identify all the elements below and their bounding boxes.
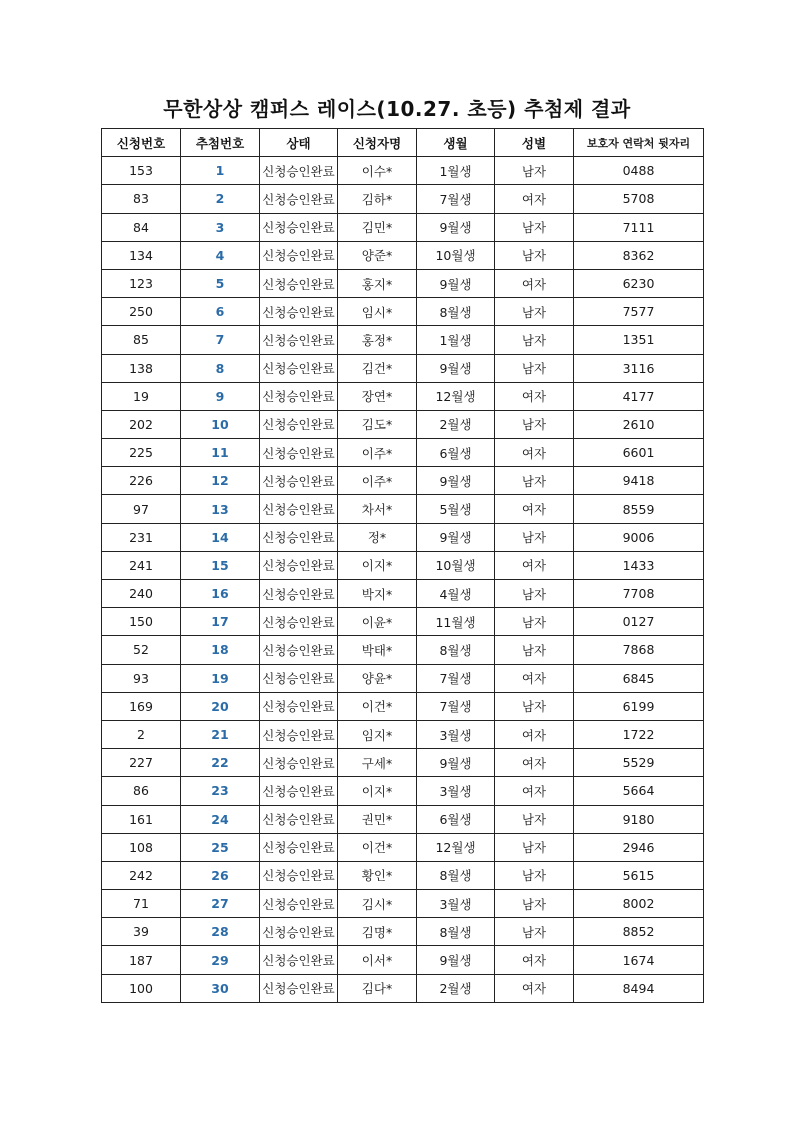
table-row (102, 298, 704, 326)
applicant-name-cell: 이건* (338, 692, 417, 720)
guardian-phone-cell: 6199 (574, 692, 704, 720)
application-number-cell: 169 (102, 692, 181, 720)
application-number-cell: 202 (102, 410, 181, 438)
birth-month-cell: 5월생 (417, 495, 495, 523)
applicant-name-cell: 김건* (338, 354, 417, 382)
application-number-cell: 2 (102, 720, 181, 748)
birth-month-cell: 9월생 (417, 523, 495, 551)
draw-number-cell: 24 (181, 805, 260, 833)
draw-number-cell: 15 (181, 551, 260, 579)
guardian-phone-cell: 1674 (574, 946, 704, 974)
guardian-phone-cell: 1722 (574, 720, 704, 748)
applicant-name-cell: 차서* (338, 495, 417, 523)
application-number-cell: 240 (102, 580, 181, 608)
draw-number-cell: 9 (181, 382, 260, 410)
status-cell: 신청승인완료 (260, 833, 338, 861)
draw-number-cell: 29 (181, 946, 260, 974)
birth-month-cell: 9월생 (417, 354, 495, 382)
table-row (102, 777, 704, 805)
birth-month-cell: 10월생 (417, 241, 495, 269)
guardian-phone-cell: 7111 (574, 213, 704, 241)
table-row (102, 946, 704, 974)
status-cell: 신청승인완료 (260, 382, 338, 410)
status-cell: 신청승인완료 (260, 664, 338, 692)
guardian-phone-cell: 5615 (574, 861, 704, 889)
applicant-name-cell: 이서* (338, 946, 417, 974)
guardian-phone-cell: 8559 (574, 495, 704, 523)
application-number-cell: 187 (102, 946, 181, 974)
gender-cell: 여자 (495, 551, 574, 579)
birth-month-cell: 9월생 (417, 467, 495, 495)
status-cell: 신청승인완료 (260, 523, 338, 551)
draw-number-cell: 6 (181, 298, 260, 326)
column-header-gender: 성별 (495, 129, 574, 157)
applicant-name-cell: 정* (338, 523, 417, 551)
gender-cell: 여자 (495, 495, 574, 523)
applicant-name-cell: 홍정* (338, 326, 417, 354)
application-number-cell: 138 (102, 354, 181, 382)
draw-number-cell: 8 (181, 354, 260, 382)
applicant-name-cell: 이지* (338, 777, 417, 805)
status-cell: 신청승인완료 (260, 241, 338, 269)
table-row (102, 551, 704, 579)
status-cell: 신청승인완료 (260, 439, 338, 467)
table-row (102, 213, 704, 241)
gender-cell: 남자 (495, 241, 574, 269)
application-number-cell: 227 (102, 749, 181, 777)
application-number-cell: 226 (102, 467, 181, 495)
application-number-cell: 242 (102, 861, 181, 889)
birth-month-cell: 11월생 (417, 608, 495, 636)
birth-month-cell: 8월생 (417, 298, 495, 326)
draw-number-cell: 27 (181, 890, 260, 918)
guardian-phone-cell: 9180 (574, 805, 704, 833)
birth-month-cell: 8월생 (417, 918, 495, 946)
gender-cell: 남자 (495, 861, 574, 889)
guardian-phone-cell: 2946 (574, 833, 704, 861)
gender-cell: 남자 (495, 298, 574, 326)
table-row (102, 354, 704, 382)
applicant-name-cell: 김하* (338, 185, 417, 213)
status-cell: 신청승인완료 (260, 185, 338, 213)
applicant-name-cell: 김민* (338, 213, 417, 241)
birth-month-cell: 7월생 (417, 185, 495, 213)
table-row (102, 805, 704, 833)
guardian-phone-cell: 8494 (574, 974, 704, 1002)
status-cell: 신청승인완료 (260, 720, 338, 748)
table-row (102, 326, 704, 354)
birth-month-cell: 9월생 (417, 269, 495, 297)
guardian-phone-cell: 0127 (574, 608, 704, 636)
draw-number-cell: 17 (181, 608, 260, 636)
applicant-name-cell: 이주* (338, 439, 417, 467)
results-table (101, 128, 704, 1003)
table-row (102, 833, 704, 861)
guardian-phone-cell: 8852 (574, 918, 704, 946)
gender-cell: 남자 (495, 608, 574, 636)
guardian-phone-cell: 0488 (574, 157, 704, 185)
gender-cell: 남자 (495, 833, 574, 861)
application-number-cell: 241 (102, 551, 181, 579)
status-cell: 신청승인완료 (260, 749, 338, 777)
status-cell: 신청승인완료 (260, 326, 338, 354)
gender-cell: 남자 (495, 354, 574, 382)
status-cell: 신청승인완료 (260, 269, 338, 297)
applicant-name-cell: 이지* (338, 551, 417, 579)
status-cell: 신청승인완료 (260, 467, 338, 495)
application-number-cell: 83 (102, 185, 181, 213)
column-header-birth-month: 생월 (417, 129, 495, 157)
applicant-name-cell: 황인* (338, 861, 417, 889)
gender-cell: 여자 (495, 382, 574, 410)
draw-number-cell: 21 (181, 720, 260, 748)
guardian-phone-cell: 3116 (574, 354, 704, 382)
table-row (102, 974, 704, 1002)
applicant-name-cell: 임지* (338, 720, 417, 748)
page-title: 무한상상 캠퍼스 레이스(10.27. 초등) 추첨제 결과 (163, 97, 631, 121)
application-number-cell: 97 (102, 495, 181, 523)
applicant-name-cell: 장연* (338, 382, 417, 410)
table-row (102, 185, 704, 213)
application-number-cell: 19 (102, 382, 181, 410)
status-cell: 신청승인완료 (260, 636, 338, 664)
application-number-cell: 39 (102, 918, 181, 946)
application-number-cell: 123 (102, 269, 181, 297)
birth-month-cell: 12월생 (417, 382, 495, 410)
status-cell: 신청승인완료 (260, 777, 338, 805)
application-number-cell: 85 (102, 326, 181, 354)
guardian-phone-cell: 8002 (574, 890, 704, 918)
applicant-name-cell: 이윤* (338, 608, 417, 636)
draw-number-cell: 4 (181, 241, 260, 269)
gender-cell: 여자 (495, 974, 574, 1002)
application-number-cell: 231 (102, 523, 181, 551)
applicant-name-cell: 양윤* (338, 664, 417, 692)
draw-number-cell: 22 (181, 749, 260, 777)
birth-month-cell: 8월생 (417, 636, 495, 664)
status-cell: 신청승인완료 (260, 298, 338, 326)
guardian-phone-cell: 4177 (574, 382, 704, 410)
application-number-cell: 153 (102, 157, 181, 185)
status-cell: 신청승인완료 (260, 974, 338, 1002)
gender-cell: 여자 (495, 777, 574, 805)
gender-cell: 남자 (495, 326, 574, 354)
draw-number-cell: 11 (181, 439, 260, 467)
guardian-phone-cell: 6845 (574, 664, 704, 692)
status-cell: 신청승인완료 (260, 213, 338, 241)
birth-month-cell: 7월생 (417, 664, 495, 692)
gender-cell: 남자 (495, 805, 574, 833)
applicant-name-cell: 김시* (338, 890, 417, 918)
application-number-cell: 134 (102, 241, 181, 269)
gender-cell: 여자 (495, 749, 574, 777)
applicant-name-cell: 임시* (338, 298, 417, 326)
gender-cell: 남자 (495, 523, 574, 551)
birth-month-cell: 3월생 (417, 720, 495, 748)
column-header-guardian-phone: 보호자 연락처 뒷자리 (574, 129, 704, 157)
birth-month-cell: 3월생 (417, 890, 495, 918)
draw-number-cell: 13 (181, 495, 260, 523)
table-row (102, 439, 704, 467)
application-number-cell: 52 (102, 636, 181, 664)
application-number-cell: 150 (102, 608, 181, 636)
birth-month-cell: 4월생 (417, 580, 495, 608)
application-number-cell: 86 (102, 777, 181, 805)
draw-number-cell: 10 (181, 410, 260, 438)
draw-number-cell: 19 (181, 664, 260, 692)
guardian-phone-cell: 1433 (574, 551, 704, 579)
birth-month-cell: 6월생 (417, 439, 495, 467)
table-row (102, 608, 704, 636)
table-row (102, 580, 704, 608)
table-row (102, 720, 704, 748)
guardian-phone-cell: 6230 (574, 269, 704, 297)
draw-number-cell: 7 (181, 326, 260, 354)
applicant-name-cell: 박태* (338, 636, 417, 664)
birth-month-cell: 3월생 (417, 777, 495, 805)
status-cell: 신청승인완료 (260, 551, 338, 579)
application-number-cell: 225 (102, 439, 181, 467)
draw-number-cell: 20 (181, 692, 260, 720)
status-cell: 신청승인완료 (260, 890, 338, 918)
gender-cell: 남자 (495, 157, 574, 185)
guardian-phone-cell: 2610 (574, 410, 704, 438)
applicant-name-cell: 이주* (338, 467, 417, 495)
header-row (102, 129, 704, 157)
status-cell: 신청승인완료 (260, 692, 338, 720)
guardian-phone-cell: 5529 (574, 749, 704, 777)
gender-cell: 남자 (495, 918, 574, 946)
table-row (102, 467, 704, 495)
application-number-cell: 250 (102, 298, 181, 326)
table-row (102, 890, 704, 918)
table-row (102, 918, 704, 946)
draw-number-cell: 30 (181, 974, 260, 1002)
applicant-name-cell: 박지* (338, 580, 417, 608)
guardian-phone-cell: 5708 (574, 185, 704, 213)
application-number-cell: 93 (102, 664, 181, 692)
status-cell: 신청승인완료 (260, 157, 338, 185)
guardian-phone-cell: 7868 (574, 636, 704, 664)
table-row (102, 382, 704, 410)
gender-cell: 남자 (495, 636, 574, 664)
guardian-phone-cell: 7708 (574, 580, 704, 608)
guardian-phone-cell: 5664 (574, 777, 704, 805)
applicant-name-cell: 권민* (338, 805, 417, 833)
applicant-name-cell: 이수* (338, 157, 417, 185)
draw-number-cell: 1 (181, 157, 260, 185)
table-row (102, 410, 704, 438)
column-header-application-number: 신청번호 (102, 129, 181, 157)
gender-cell: 남자 (495, 467, 574, 495)
status-cell: 신청승인완료 (260, 580, 338, 608)
table-row (102, 523, 704, 551)
guardian-phone-cell: 9418 (574, 467, 704, 495)
guardian-phone-cell: 1351 (574, 326, 704, 354)
table-row (102, 861, 704, 889)
draw-number-cell: 23 (181, 777, 260, 805)
birth-month-cell: 2월생 (417, 974, 495, 1002)
gender-cell: 여자 (495, 664, 574, 692)
status-cell: 신청승인완료 (260, 410, 338, 438)
gender-cell: 남자 (495, 410, 574, 438)
birth-month-cell: 8월생 (417, 861, 495, 889)
birth-month-cell: 1월생 (417, 157, 495, 185)
gender-cell: 남자 (495, 890, 574, 918)
birth-month-cell: 9월생 (417, 213, 495, 241)
draw-number-cell: 18 (181, 636, 260, 664)
gender-cell: 남자 (495, 213, 574, 241)
guardian-phone-cell: 6601 (574, 439, 704, 467)
application-number-cell: 71 (102, 890, 181, 918)
application-number-cell: 108 (102, 833, 181, 861)
status-cell: 신청승인완료 (260, 495, 338, 523)
column-header-draw-number: 추첨번호 (181, 129, 260, 157)
table-row (102, 664, 704, 692)
draw-number-cell: 5 (181, 269, 260, 297)
table-row (102, 692, 704, 720)
status-cell: 신청승인완료 (260, 354, 338, 382)
application-number-cell: 100 (102, 974, 181, 1002)
birth-month-cell: 9월생 (417, 946, 495, 974)
results-body (102, 157, 704, 1003)
table-row (102, 269, 704, 297)
guardian-phone-cell: 8362 (574, 241, 704, 269)
table-row (102, 636, 704, 664)
draw-number-cell: 12 (181, 467, 260, 495)
draw-number-cell: 26 (181, 861, 260, 889)
application-number-cell: 161 (102, 805, 181, 833)
draw-number-cell: 25 (181, 833, 260, 861)
applicant-name-cell: 이건* (338, 833, 417, 861)
draw-number-cell: 28 (181, 918, 260, 946)
column-header-applicant-name: 신청자명 (338, 129, 417, 157)
status-cell: 신청승인완료 (260, 946, 338, 974)
gender-cell: 여자 (495, 269, 574, 297)
birth-month-cell: 9월생 (417, 749, 495, 777)
applicant-name-cell: 구세* (338, 749, 417, 777)
applicant-name-cell: 양준* (338, 241, 417, 269)
table-row (102, 241, 704, 269)
guardian-phone-cell: 7577 (574, 298, 704, 326)
status-cell: 신청승인완료 (260, 861, 338, 889)
table-row (102, 495, 704, 523)
status-cell: 신청승인완료 (260, 805, 338, 833)
draw-number-cell: 3 (181, 213, 260, 241)
table-row (102, 157, 704, 185)
applicant-name-cell: 홍지* (338, 269, 417, 297)
draw-number-cell: 14 (181, 523, 260, 551)
birth-month-cell: 7월생 (417, 692, 495, 720)
gender-cell: 여자 (495, 439, 574, 467)
birth-month-cell: 6월생 (417, 805, 495, 833)
gender-cell: 여자 (495, 720, 574, 748)
birth-month-cell: 10월생 (417, 551, 495, 579)
draw-number-cell: 16 (181, 580, 260, 608)
guardian-phone-cell: 9006 (574, 523, 704, 551)
gender-cell: 여자 (495, 185, 574, 213)
applicant-name-cell: 김명* (338, 918, 417, 946)
birth-month-cell: 12월생 (417, 833, 495, 861)
status-cell: 신청승인완료 (260, 608, 338, 636)
applicant-name-cell: 김다* (338, 974, 417, 1002)
applicant-name-cell: 김도* (338, 410, 417, 438)
gender-cell: 여자 (495, 946, 574, 974)
status-cell: 신청승인완료 (260, 918, 338, 946)
column-header-status: 상태 (260, 129, 338, 157)
gender-cell: 남자 (495, 580, 574, 608)
birth-month-cell: 1월생 (417, 326, 495, 354)
application-number-cell: 84 (102, 213, 181, 241)
birth-month-cell: 2월생 (417, 410, 495, 438)
gender-cell: 남자 (495, 692, 574, 720)
table-row (102, 749, 704, 777)
draw-number-cell: 2 (181, 185, 260, 213)
